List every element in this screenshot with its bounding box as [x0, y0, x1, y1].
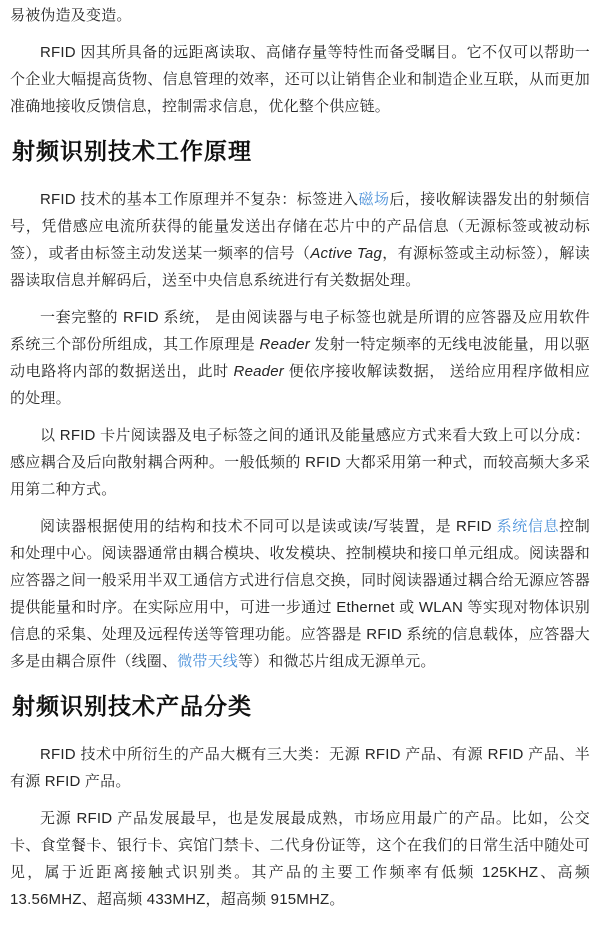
text-run: 便依序接收解读数据， 送给应用程序做相应的处理。	[10, 363, 590, 407]
inline-link[interactable]: 微带天线	[177, 653, 239, 670]
paragraph	[10, 2, 590, 29]
paragraph	[10, 805, 590, 913]
section-heading: 射频识别技术产品分类	[12, 693, 252, 719]
text-run: 一套完整的 RFID 系统， 是由阅读器与电子标签也就是所谓的应答器及应用软件系统三个部份所组成，其工作原理是	[10, 309, 590, 353]
text-run: 发射一特定频率的无线电波能量，用以驱动电路将内部的数据送出，此时	[10, 336, 590, 380]
text-run: 等）和微芯片组成无源单元。	[238, 653, 436, 670]
inline-link[interactable]: 磁场	[358, 191, 390, 208]
text-run: 后，接收解读器发出的射频信号，凭借感应电流所获得的能量发送出存储在芯片中的产品信息（无源标签或被动标签），或者由标签主动发送某一频率的信号（	[10, 191, 590, 262]
paragraph	[10, 513, 590, 675]
paragraph	[10, 741, 590, 795]
italic-term: Reader	[233, 363, 284, 380]
text-run: RFID 技术中所衍生的产品大概有三大类：无源 RFID 产品、有源 RFID 产品、半有源 RFID 产品。	[10, 746, 590, 790]
paragraph	[10, 186, 590, 294]
text-run: 易被伪造及变造。	[10, 7, 132, 24]
italic-term: Reader	[259, 336, 310, 353]
text-run: 无源 RFID 产品发展最早，也是发展最成熟，市场应用最广的产品。比如，公交卡、食堂餐卡、银行卡、宾馆门禁卡、二代身份证等，这个在我们的日常生活中随处可见，属于近距离接触式识别类。其产品的主要工作频率有低频 125KHZ、高频 13.56MHZ、超高频 433MHZ，超高频 915MHZ。	[10, 810, 590, 908]
paragraph	[10, 39, 590, 120]
paragraph	[10, 422, 590, 503]
text-run: 控制和处理中心。阅读器通常由耦合模块、收发模块、控制模块和接口单元组成。阅读器和应答器之间一般采用半双工通信方式进行信息交换，同时阅读器通过耦合给无源应答器提供能量和时序。在实际应用中，可进一步通过 Ethernet 或 WLAN 等实现对物体识别信息的采集、处理及远程传送等管理功能。应答器是 RFID 系统的信息载体，应答器大多是由耦合原件（线圈、	[10, 518, 590, 670]
text-run: ，有源标签或主动标签），解读器读取信息并解码后，送至中央信息系统进行有关数据处理。	[10, 245, 590, 289]
paragraph	[10, 304, 590, 412]
inline-link[interactable]: 系统信息	[496, 518, 560, 535]
italic-term: Active Tag	[310, 245, 383, 262]
article-content	[10, 2, 590, 913]
text-run: RFID 技术的基本工作原理并不复杂：标签进入	[40, 191, 359, 208]
section-heading: 射频识别技术工作原理	[12, 138, 252, 164]
text-run: 阅读器根据使用的结构和技术不同可以是读或读/写装置，是 RFID	[40, 518, 497, 535]
text-run: 以 RFID 卡片阅读器及电子标签之间的通讯及能量感应方式来看大致上可以分成：感应耦合及后向散射耦合两种。一般低频的 RFID 大都采用第一种式，而较高频大多采用第二种方式。	[10, 427, 590, 498]
text-run: RFID 因其所具备的远距离读取、高储存量等特性而备受瞩目。它不仅可以帮助一个企业大幅提高货物、信息管理的效率，还可以让销售企业和制造企业互联，从而更加准确地接收反馈信息，控制需求信息，优化整个供应链。	[10, 44, 590, 115]
